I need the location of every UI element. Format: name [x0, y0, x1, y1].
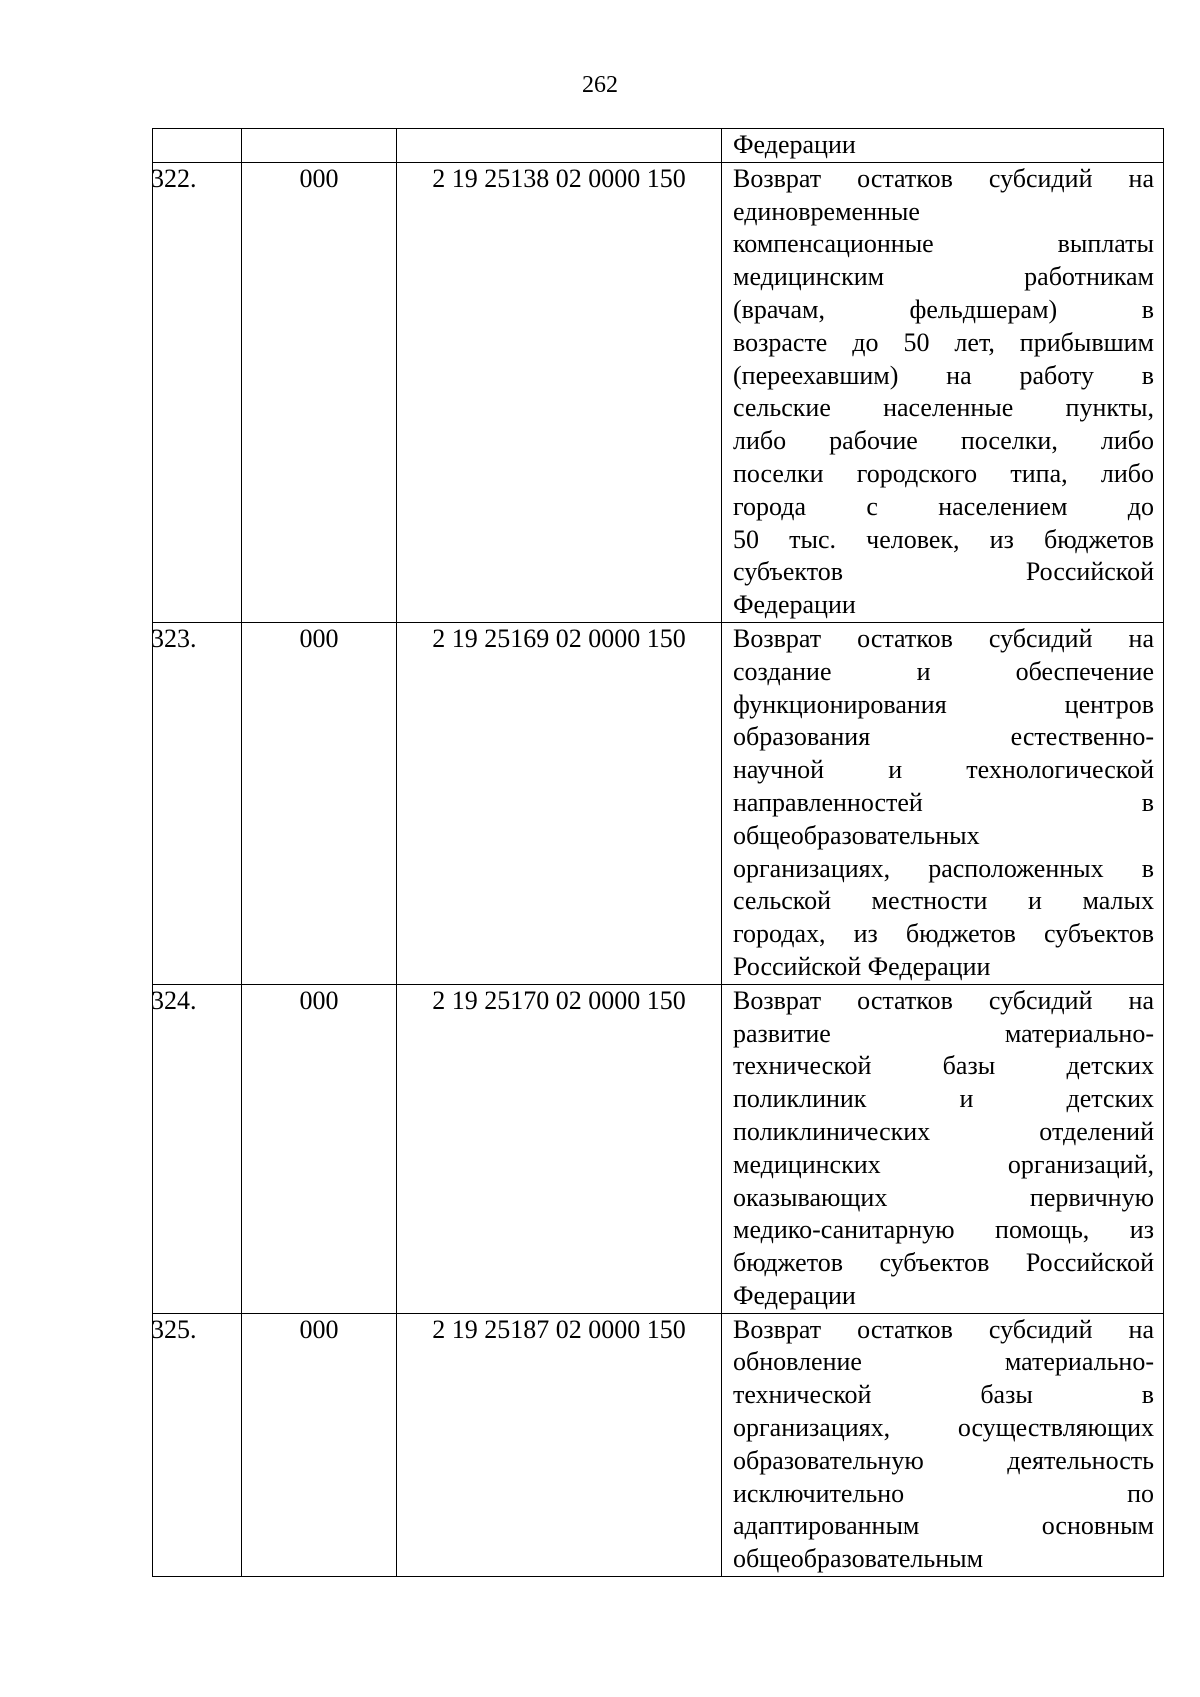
row-number-text: 324.: [151, 985, 197, 1015]
budget-code-cell: [397, 984, 722, 1313]
admin-code-cell: [242, 1313, 397, 1576]
description-cell: [722, 1313, 1164, 1576]
description-line: образования естественно-: [733, 722, 1154, 752]
description-line: города с населением до: [733, 491, 1154, 521]
description-line: научной и технологической: [733, 755, 1154, 785]
description-line: сельские населенные пункты,: [733, 393, 1154, 423]
description-line: (врачам, фельдшерам) в: [733, 294, 1154, 324]
description-line: медико-санитарную помощь, из: [733, 1215, 1154, 1245]
description-line: компенсационные выплаты: [733, 229, 1154, 259]
description-line: субъектов Российской: [733, 557, 1154, 587]
description-line: функционирования центров: [733, 689, 1154, 719]
description-line: (переехавшим) на работу в: [733, 360, 1154, 390]
description-line: поселки городского типа, либо: [733, 458, 1154, 488]
admin-code-text: 000: [299, 623, 339, 653]
row-number-text: 322.: [151, 163, 197, 193]
row-number-cell: [153, 622, 242, 984]
budget-code-text: 2 19 25187 02 0000 150: [432, 1314, 686, 1344]
admin-code-cell: [242, 984, 397, 1313]
description-line: исключительно по: [733, 1478, 1154, 1508]
description-line: Возврат остатков субсидий на: [733, 163, 1154, 193]
description-line: сельской местности и малых: [733, 886, 1154, 916]
description-line: медицинским работникам: [733, 262, 1154, 292]
description-line: Федерации: [733, 1280, 856, 1310]
description-line: адаптированным основным: [733, 1511, 1154, 1541]
budget-code-text: 2 19 25170 02 0000 150: [432, 985, 686, 1015]
description-line: Возврат остатков субсидий на: [733, 1314, 1154, 1344]
row-number-cell: [153, 984, 242, 1313]
description-line: организациях, осуществляющих: [733, 1413, 1154, 1443]
description-line: общеобразовательным: [733, 1544, 984, 1574]
description-line: образовательную деятельность: [733, 1445, 1154, 1475]
row-number-cell: [153, 1313, 242, 1576]
table-row: [153, 1313, 1164, 1576]
admin-code-text: 000: [299, 163, 339, 193]
description-line: обновление материально-: [733, 1347, 1154, 1377]
table-row: [153, 984, 1164, 1313]
description-line: технической базы детских: [733, 1051, 1154, 1081]
page-number: 262: [582, 72, 618, 98]
admin-code-cell: [242, 129, 397, 163]
admin-code-text: 000: [299, 1314, 339, 1344]
description-line: Возврат остатков субсидий на: [733, 623, 1154, 653]
table-row: [153, 622, 1164, 984]
budget-code-cell: [397, 1313, 722, 1576]
admin-code-cell: [242, 162, 397, 622]
description-line: поликлиник и детских: [733, 1084, 1154, 1114]
description-line: общеобразовательных: [733, 820, 980, 850]
budget-code-table: [152, 128, 1164, 1577]
description-line: 50 тыс. человек, из бюджетов: [733, 524, 1154, 554]
row-number-cell: [153, 162, 242, 622]
admin-code-cell: [242, 622, 397, 984]
description-line: направленностей в: [733, 787, 1154, 817]
budget-code-cell: [397, 162, 722, 622]
table-row-continuation: [153, 129, 1164, 163]
admin-code-text: 000: [299, 985, 339, 1015]
description-line: поликлинических отделений: [733, 1116, 1154, 1146]
table-row: [153, 162, 1164, 622]
row-number-text: 323.: [151, 623, 197, 653]
description-cell: [722, 984, 1164, 1313]
description-line: Возврат остатков субсидий на: [733, 985, 1154, 1015]
description-line: Российской Федерации: [733, 951, 991, 981]
description-line: бюджетов субъектов Российской: [733, 1248, 1154, 1278]
description-line: оказывающих первичную: [733, 1182, 1154, 1212]
description-line: организациях, расположенных в: [733, 853, 1154, 883]
budget-code-text: 2 19 25169 02 0000 150: [432, 623, 686, 653]
budget-code-cell: [397, 129, 722, 163]
description-line: либо рабочие поселки, либо: [733, 426, 1154, 456]
description-cell: [722, 162, 1164, 622]
row-number-cell: [153, 129, 242, 163]
description-line: технической базы в: [733, 1380, 1154, 1410]
description-cell: [722, 622, 1164, 984]
table-body: [153, 129, 1164, 1577]
row-number-text: 325.: [151, 1314, 197, 1344]
description-line: городах, из бюджетов субъектов: [733, 919, 1154, 949]
description-line: единовременные: [733, 196, 920, 226]
description-line: медицинских организаций,: [733, 1149, 1154, 1179]
description-line: Федерации: [733, 130, 856, 159]
description-cell: [722, 129, 1164, 163]
description-line: возрасте до 50 лет, прибывшим: [733, 327, 1154, 357]
description-line: развитие материально-: [733, 1018, 1154, 1048]
budget-code-text: 2 19 25138 02 0000 150: [432, 163, 686, 193]
budget-code-cell: [397, 622, 722, 984]
description-line: создание и обеспечение: [733, 656, 1154, 686]
description-line: Федерации: [733, 590, 856, 620]
